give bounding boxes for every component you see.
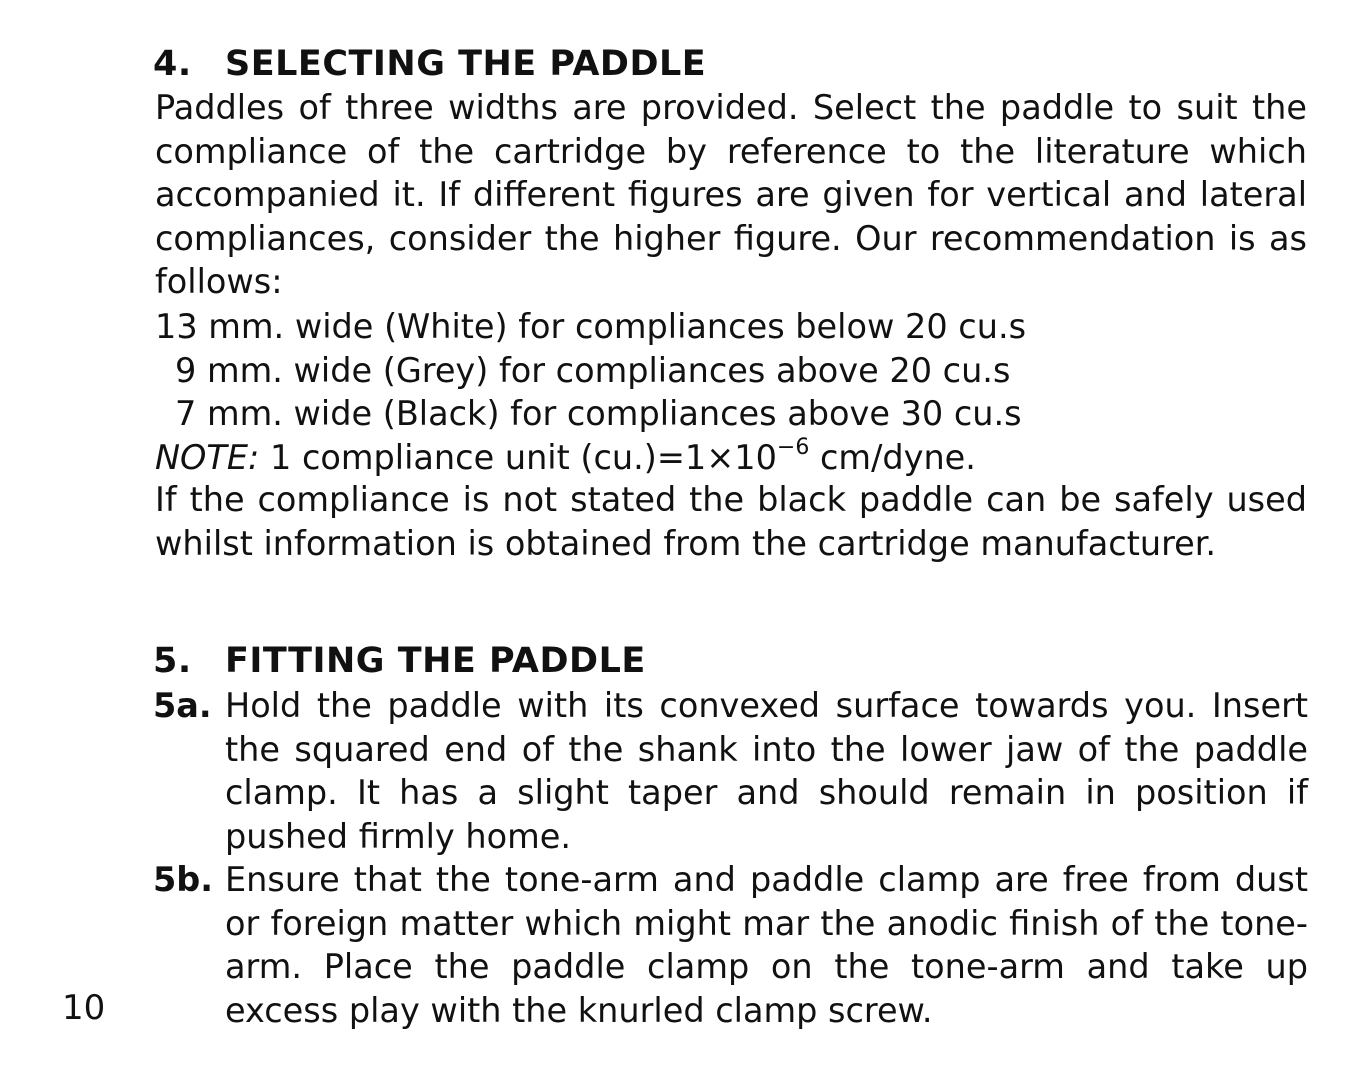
note-exponent: −6 [776, 435, 810, 461]
section-4-title: SELECTING THE PADDLE [225, 44, 707, 84]
step-5a-label: 5a. [153, 686, 212, 725]
note-label: NOTE: [155, 437, 260, 477]
section-4-intro [155, 86, 1307, 304]
section-4-heading [153, 44, 706, 84]
step-5b-label: 5b. [153, 860, 214, 899]
section-4-intro-text: Paddles of three widths are provided. Select the paddle to suit the compliance of the cartridge by reference to the literature which accompanied it. If different figures are given for vertical and lateral compliances, consider the higher figure. Our recommendation is as follows: [155, 88, 1307, 301]
section-5-title: FITTING THE PADDLE [225, 641, 646, 681]
step-5a-text: Hold the paddle with its convexed surface towards you. Insert the squared end of the shank into the lower jaw of the paddle clamp. It has a slight taper and should remain in position if pushed firmly home. [225, 686, 1308, 856]
section-5-number: 5. [153, 641, 192, 681]
step-5b-text: Ensure that the tone-arm and paddle clamp are free from dust or foreign matter which might mar the anodic finish of the tone-arm. Place the paddle clamp on the tone-arm and take up excess play with the knurled clamp screw. [225, 860, 1308, 1030]
recommendation-black: 7 mm. wide (Black) for compliances above 30 cu.s [175, 394, 1022, 433]
note-text: 1 compliance unit (cu.)=1×10 [270, 437, 777, 477]
paddle-recommendation-list [155, 305, 1026, 479]
step-5a [153, 684, 1308, 858]
recommendation-white: 13 mm. wide (White) for compliances below 20 cu.s [155, 307, 1027, 346]
note-unit: cm/dyne. [820, 437, 976, 477]
compliance-note [155, 436, 1026, 480]
step-5b [153, 858, 1308, 1032]
page-number: 10 [62, 988, 106, 1028]
section-4-closing-text: If the compliance is not stated the black paddle can be safely used whilst information is obtained from the cartridge manufacturer. [155, 480, 1307, 563]
section-4-closing [155, 478, 1307, 565]
section-4-number: 4. [153, 44, 192, 84]
recommendation-grey: 9 mm. wide (Grey) for compliances above 20 cu.s [175, 350, 1011, 390]
section-5-heading [153, 641, 646, 681]
